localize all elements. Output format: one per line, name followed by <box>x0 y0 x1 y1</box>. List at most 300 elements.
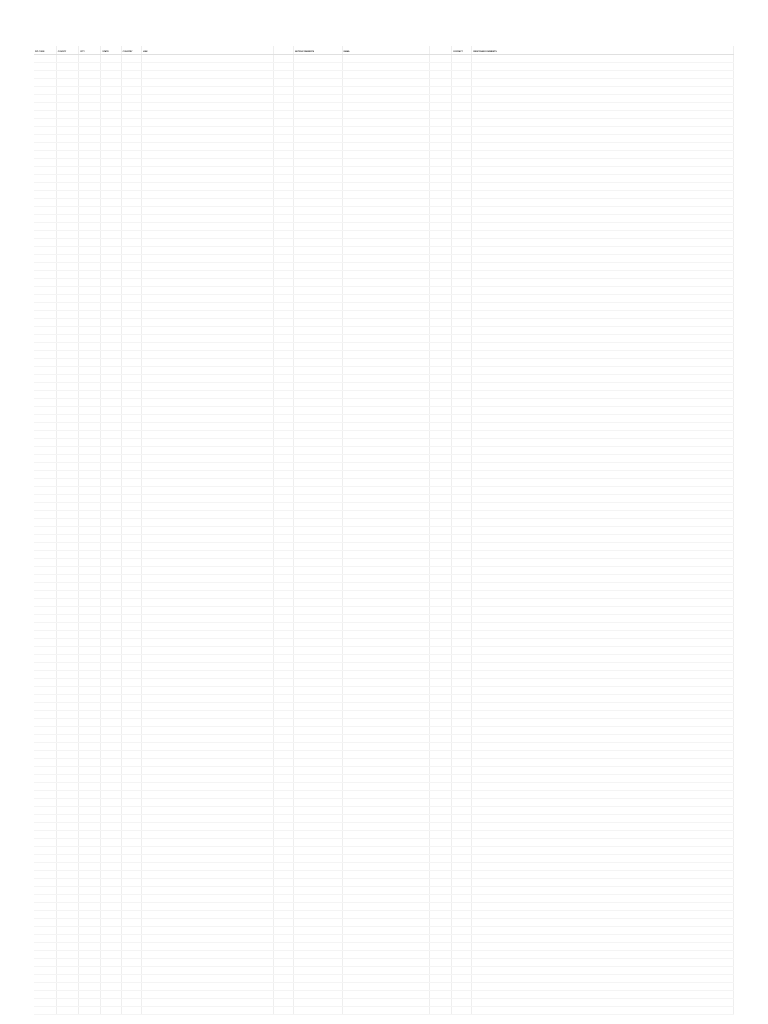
link-cell[interactable] <box>141 895 273 903</box>
table-cell <box>56 199 78 207</box>
link-cell[interactable] <box>141 743 273 751</box>
table-cell <box>452 415 472 423</box>
table-cell <box>101 695 121 703</box>
table-cell <box>121 847 141 855</box>
link-cell[interactable] <box>141 327 273 335</box>
link-cell[interactable] <box>141 591 273 599</box>
link-cell[interactable] <box>141 471 273 479</box>
table-row <box>34 127 734 135</box>
link-cell[interactable] <box>141 527 273 535</box>
link-cell[interactable] <box>141 687 273 695</box>
link-cell[interactable] <box>141 159 273 167</box>
table-cell <box>273 135 293 143</box>
link-cell[interactable] <box>141 167 273 175</box>
link-cell[interactable] <box>141 775 273 783</box>
table-cell <box>56 303 78 311</box>
table-cell <box>429 751 451 759</box>
table-cell <box>342 655 429 663</box>
table-cell <box>293 127 342 135</box>
table-cell <box>293 671 342 679</box>
table-cell <box>472 591 734 599</box>
table-cell <box>293 759 342 767</box>
table-cell <box>293 271 342 279</box>
table-cell <box>121 663 141 671</box>
table-cell <box>429 871 451 879</box>
table-cell <box>293 839 342 847</box>
table-cell <box>101 943 121 951</box>
table-cell <box>121 615 141 623</box>
link-cell[interactable] <box>141 415 273 423</box>
table-cell <box>101 895 121 903</box>
table-row <box>34 471 734 479</box>
table-cell <box>121 175 141 183</box>
table-cell <box>342 495 429 503</box>
link-cell[interactable] <box>141 111 273 119</box>
table-cell <box>34 711 56 719</box>
link-cell[interactable] <box>141 303 273 311</box>
table-cell <box>101 303 121 311</box>
table-cell <box>429 343 451 351</box>
table-cell <box>452 503 472 511</box>
spreadsheet <box>34 46 734 1024</box>
link-cell[interactable] <box>141 551 273 559</box>
link-cell[interactable] <box>141 543 273 551</box>
link-cell[interactable] <box>141 855 273 863</box>
table-cell <box>56 295 78 303</box>
table-cell <box>101 983 121 991</box>
table-cell <box>472 559 734 567</box>
table-row <box>34 255 734 263</box>
table-cell <box>56 1007 78 1015</box>
column-header: NOTES/COMMENTS <box>293 46 342 55</box>
link-cell[interactable] <box>141 815 273 823</box>
link-cell[interactable] <box>141 967 273 975</box>
table-cell <box>472 255 734 263</box>
table-cell <box>101 583 121 591</box>
link-cell[interactable] <box>141 407 273 415</box>
link-cell[interactable] <box>141 903 273 911</box>
table-cell <box>79 231 101 239</box>
link-cell[interactable] <box>141 431 273 439</box>
table-cell <box>34 215 56 223</box>
link-cell[interactable] <box>141 911 273 919</box>
table-row <box>34 711 734 719</box>
link-cell[interactable] <box>141 495 273 503</box>
table-cell <box>56 479 78 487</box>
link-cell[interactable] <box>141 479 273 487</box>
table-cell <box>293 591 342 599</box>
table-cell <box>34 231 56 239</box>
table-cell <box>472 671 734 679</box>
link-cell[interactable] <box>141 535 273 543</box>
link-cell[interactable] <box>141 655 273 663</box>
link-cell[interactable] <box>141 583 273 591</box>
link-cell[interactable] <box>141 55 273 63</box>
link-cell[interactable] <box>141 839 273 847</box>
link-cell[interactable] <box>141 95 273 103</box>
table-cell <box>342 199 429 207</box>
table-cell <box>121 727 141 735</box>
link-cell[interactable] <box>141 847 273 855</box>
table-cell <box>452 551 472 559</box>
table-cell <box>342 487 429 495</box>
table-cell <box>472 415 734 423</box>
table-cell <box>101 703 121 711</box>
table-cell <box>342 207 429 215</box>
link-cell[interactable] <box>141 615 273 623</box>
link-cell[interactable] <box>141 223 273 231</box>
table-cell <box>56 103 78 111</box>
table-cell <box>429 431 451 439</box>
table-cell <box>452 143 472 151</box>
table-cell <box>273 711 293 719</box>
table-cell <box>34 775 56 783</box>
table-cell <box>429 103 451 111</box>
table-cell <box>79 623 101 631</box>
table-cell <box>293 919 342 927</box>
link-cell[interactable] <box>141 399 273 407</box>
table-cell <box>121 887 141 895</box>
table-cell <box>34 591 56 599</box>
table-cell <box>472 303 734 311</box>
link-cell[interactable] <box>141 255 273 263</box>
table-cell <box>101 375 121 383</box>
table-cell <box>472 287 734 295</box>
table-cell <box>452 623 472 631</box>
link-cell[interactable] <box>141 943 273 951</box>
table-cell <box>79 703 101 711</box>
link-cell[interactable] <box>141 375 273 383</box>
link-cell[interactable] <box>141 63 273 71</box>
table-cell <box>56 111 78 119</box>
table-cell <box>34 815 56 823</box>
table-cell <box>101 975 121 983</box>
table-cell <box>293 887 342 895</box>
table-cell <box>273 1007 293 1015</box>
table-cell <box>472 823 734 831</box>
link-cell[interactable] <box>141 151 273 159</box>
table-cell <box>34 199 56 207</box>
link-cell[interactable] <box>141 863 273 871</box>
table-cell <box>452 919 472 927</box>
table-cell <box>429 887 451 895</box>
table-cell <box>79 639 101 647</box>
link-cell[interactable] <box>141 119 273 127</box>
table-cell <box>342 95 429 103</box>
link-cell[interactable] <box>141 279 273 287</box>
link-cell[interactable] <box>141 719 273 727</box>
table-cell <box>34 727 56 735</box>
table-cell <box>101 671 121 679</box>
link-cell[interactable] <box>141 79 273 87</box>
table-cell <box>79 311 101 319</box>
link-cell[interactable] <box>141 975 273 983</box>
link-cell[interactable] <box>141 927 273 935</box>
link-cell[interactable] <box>141 183 273 191</box>
table-cell <box>56 279 78 287</box>
table-cell <box>472 503 734 511</box>
table-cell <box>273 759 293 767</box>
table-cell <box>452 943 472 951</box>
link-cell[interactable] <box>141 607 273 615</box>
link-cell[interactable] <box>141 935 273 943</box>
table-row <box>34 727 734 735</box>
table-cell <box>273 463 293 471</box>
table-cell <box>429 455 451 463</box>
link-cell[interactable] <box>141 191 273 199</box>
link-cell[interactable] <box>141 175 273 183</box>
link-cell[interactable] <box>141 447 273 455</box>
table-cell <box>293 855 342 863</box>
link-cell[interactable] <box>141 959 273 967</box>
link-cell[interactable] <box>141 511 273 519</box>
table-cell <box>452 167 472 175</box>
link-cell[interactable] <box>141 239 273 247</box>
table-row <box>34 903 734 911</box>
table-cell <box>472 927 734 935</box>
link-cell[interactable] <box>141 807 273 815</box>
link-cell[interactable] <box>141 367 273 375</box>
link-cell[interactable] <box>141 647 273 655</box>
table-cell <box>56 535 78 543</box>
table-cell <box>472 143 734 151</box>
table-cell <box>121 823 141 831</box>
table-cell <box>429 551 451 559</box>
table-row <box>34 359 734 367</box>
table-cell <box>452 327 472 335</box>
table-cell <box>342 455 429 463</box>
table-row <box>34 575 734 583</box>
table-cell <box>56 983 78 991</box>
table-cell <box>34 671 56 679</box>
table-cell <box>452 391 472 399</box>
table-cell <box>472 279 734 287</box>
table-cell <box>429 799 451 807</box>
table-cell <box>273 839 293 847</box>
link-cell[interactable] <box>141 791 273 799</box>
table-row <box>34 239 734 247</box>
table-cell <box>101 167 121 175</box>
link-cell[interactable] <box>141 559 273 567</box>
link-cell[interactable] <box>141 983 273 991</box>
table-cell <box>342 903 429 911</box>
link-cell[interactable] <box>141 799 273 807</box>
link-cell[interactable] <box>141 879 273 887</box>
table-cell <box>429 255 451 263</box>
table-cell <box>34 87 56 95</box>
table-cell <box>429 671 451 679</box>
table-cell <box>429 55 451 63</box>
column-header: RESPONSE/COMMENTS <box>472 46 734 55</box>
table-cell <box>101 311 121 319</box>
table-cell <box>452 631 472 639</box>
table-cell <box>101 751 121 759</box>
link-cell[interactable] <box>141 623 273 631</box>
link-cell[interactable] <box>141 735 273 743</box>
table-cell <box>273 695 293 703</box>
table-cell <box>34 647 56 655</box>
table-row <box>34 295 734 303</box>
link-cell[interactable] <box>141 759 273 767</box>
table-cell <box>56 655 78 663</box>
link-cell[interactable] <box>141 671 273 679</box>
link-cell[interactable] <box>141 599 273 607</box>
table-cell <box>34 927 56 935</box>
table-cell <box>101 639 121 647</box>
table-cell <box>452 135 472 143</box>
link-cell[interactable] <box>141 695 273 703</box>
table-cell <box>293 903 342 911</box>
table-cell <box>452 471 472 479</box>
link-cell[interactable] <box>141 703 273 711</box>
column-header: LINK <box>141 46 273 55</box>
table-cell <box>472 159 734 167</box>
table-cell <box>34 79 56 87</box>
link-cell[interactable] <box>141 103 273 111</box>
link-cell[interactable] <box>141 343 273 351</box>
table-row <box>34 847 734 855</box>
link-cell[interactable] <box>141 663 273 671</box>
table-cell <box>101 607 121 615</box>
link-cell[interactable] <box>141 263 273 271</box>
link-cell[interactable] <box>141 727 273 735</box>
table-cell <box>34 951 56 959</box>
table-cell <box>34 447 56 455</box>
table-cell <box>429 567 451 575</box>
link-cell[interactable] <box>141 567 273 575</box>
link-cell[interactable] <box>141 127 273 135</box>
table-cell <box>101 479 121 487</box>
table-cell <box>293 399 342 407</box>
table-cell <box>273 855 293 863</box>
link-cell[interactable] <box>141 999 273 1007</box>
table-cell <box>452 247 472 255</box>
table-cell <box>342 287 429 295</box>
link-cell[interactable] <box>141 71 273 79</box>
link-cell[interactable] <box>141 783 273 791</box>
link-cell[interactable] <box>141 87 273 95</box>
link-cell[interactable] <box>141 423 273 431</box>
link-cell[interactable] <box>141 679 273 687</box>
table-cell <box>273 823 293 831</box>
link-cell[interactable] <box>141 575 273 583</box>
link-cell[interactable] <box>141 767 273 775</box>
link-cell[interactable] <box>141 231 273 239</box>
table-cell <box>342 191 429 199</box>
link-cell[interactable] <box>141 631 273 639</box>
link-cell[interactable] <box>141 919 273 927</box>
table-cell <box>79 695 101 703</box>
table-cell <box>452 103 472 111</box>
table-cell <box>342 695 429 703</box>
link-cell[interactable] <box>141 1007 273 1015</box>
link-cell[interactable] <box>141 487 273 495</box>
table-cell <box>472 263 734 271</box>
table-cell <box>79 119 101 127</box>
table-cell <box>472 695 734 703</box>
table-cell <box>121 967 141 975</box>
table-cell <box>101 663 121 671</box>
table-cell <box>101 655 121 663</box>
table-cell <box>273 439 293 447</box>
table-cell <box>293 791 342 799</box>
table-cell <box>34 831 56 839</box>
table-cell <box>79 551 101 559</box>
table-cell <box>429 759 451 767</box>
link-cell[interactable] <box>141 951 273 959</box>
table-row <box>34 495 734 503</box>
link-cell[interactable] <box>141 503 273 511</box>
table-cell <box>452 319 472 327</box>
table-cell <box>121 623 141 631</box>
table-cell <box>56 223 78 231</box>
table-cell <box>472 71 734 79</box>
link-cell[interactable] <box>141 295 273 303</box>
link-cell[interactable] <box>141 311 273 319</box>
table-cell <box>472 663 734 671</box>
link-cell[interactable] <box>141 871 273 879</box>
table-cell <box>429 935 451 943</box>
link-cell[interactable] <box>141 439 273 447</box>
link-cell[interactable] <box>141 831 273 839</box>
link-cell[interactable] <box>141 711 273 719</box>
table-cell <box>121 367 141 375</box>
link-cell[interactable] <box>141 359 273 367</box>
link-cell[interactable] <box>141 271 273 279</box>
table-cell <box>452 183 472 191</box>
link-cell[interactable] <box>141 519 273 527</box>
table-cell <box>273 327 293 335</box>
link-cell[interactable] <box>141 135 273 143</box>
table-row <box>34 719 734 727</box>
link-cell[interactable] <box>141 823 273 831</box>
link-cell[interactable] <box>141 887 273 895</box>
table-cell <box>121 767 141 775</box>
link-cell[interactable] <box>141 463 273 471</box>
link-cell[interactable] <box>141 319 273 327</box>
table-cell <box>34 631 56 639</box>
table-cell <box>293 999 342 1007</box>
table-cell <box>273 271 293 279</box>
link-cell[interactable] <box>141 215 273 223</box>
table-cell <box>342 711 429 719</box>
link-cell[interactable] <box>141 639 273 647</box>
table-cell <box>472 367 734 375</box>
table-cell <box>56 431 78 439</box>
link-cell[interactable] <box>141 335 273 343</box>
table-cell <box>79 583 101 591</box>
link-cell[interactable] <box>141 991 273 999</box>
table-cell <box>121 215 141 223</box>
table-cell <box>56 463 78 471</box>
link-cell[interactable] <box>141 751 273 759</box>
link-cell[interactable] <box>141 351 273 359</box>
table-cell <box>273 423 293 431</box>
link-cell[interactable] <box>141 391 273 399</box>
link-cell[interactable] <box>141 199 273 207</box>
link-cell[interactable] <box>141 287 273 295</box>
table-cell <box>472 615 734 623</box>
table-cell <box>121 279 141 287</box>
table-cell <box>429 919 451 927</box>
table-cell <box>472 487 734 495</box>
link-cell[interactable] <box>141 143 273 151</box>
link-cell[interactable] <box>141 383 273 391</box>
link-cell[interactable] <box>141 455 273 463</box>
link-cell[interactable] <box>141 207 273 215</box>
link-cell[interactable] <box>141 247 273 255</box>
table-cell <box>101 231 121 239</box>
